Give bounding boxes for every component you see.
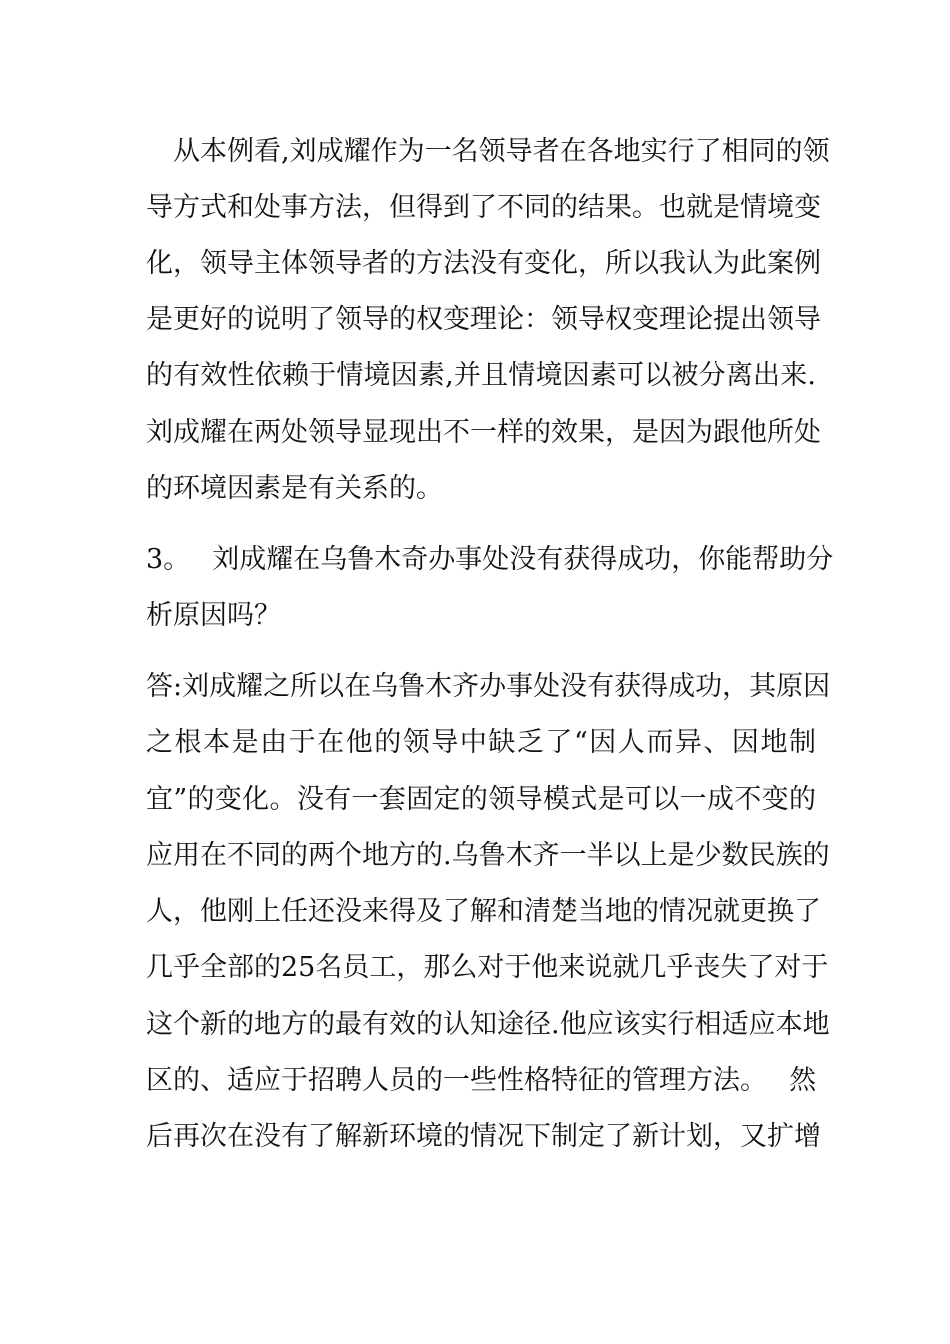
question-line: 析原因吗？ — [146, 600, 281, 631]
answer-line: 区的、适应于招聘人员的一些性格特征的管理方法。 然 — [146, 1065, 817, 1096]
text-line: 的环境因素是有关系的。 — [146, 473, 443, 504]
text-line: 是更好的说明了领导的权变理论：领导权变理论提出领导 — [146, 304, 821, 335]
question-line: 3。 刘成耀在乌鲁木奇办事处没有获得成功，你能帮助分 — [146, 544, 834, 575]
answer-line: 这个新的地方的最有效的认知途径.他应该实行相适应本地 — [146, 1009, 830, 1040]
answer-line: 人，他刚上任还没来得及了解和清楚当地的情况就更换了 — [146, 896, 821, 927]
answer-line: 之根本是由于在他的领导中缺乏了“因人而异、因地制 — [146, 727, 816, 758]
text-line: 导方式和处事方法，但得到了不同的结果。也就是情境变 — [146, 192, 821, 223]
text-line: 从本例看,刘成耀作为一名领导者在各地实行了相同的领 — [146, 136, 830, 167]
text-line: 化，领导主体领导者的方法没有变化，所以我认为此案例 — [146, 248, 821, 279]
text-line: 的有效性依赖于情境因素,并且情境因素可以被分离出来. — [146, 360, 816, 391]
answer-line: 后再次在没有了解新环境的情况下制定了新计划，又扩增 — [146, 1121, 821, 1152]
answer-line: 宜”的变化。没有一套固定的领导模式是可以一成不变的 — [146, 784, 816, 815]
text-line: 刘成耀在两处领导显现出不一样的效果，是因为跟他所处 — [146, 417, 821, 448]
answer-line: 答:刘成耀之所以在乌鲁木齐办事处没有获得成功，其原因 — [146, 671, 831, 702]
answer-line: 几乎全部的25名员工，那么对于他来说就几乎丧失了对于 — [146, 952, 829, 983]
answer-line: 应用在不同的两个地方的.乌鲁木齐一半以上是少数民族的 — [146, 840, 830, 871]
